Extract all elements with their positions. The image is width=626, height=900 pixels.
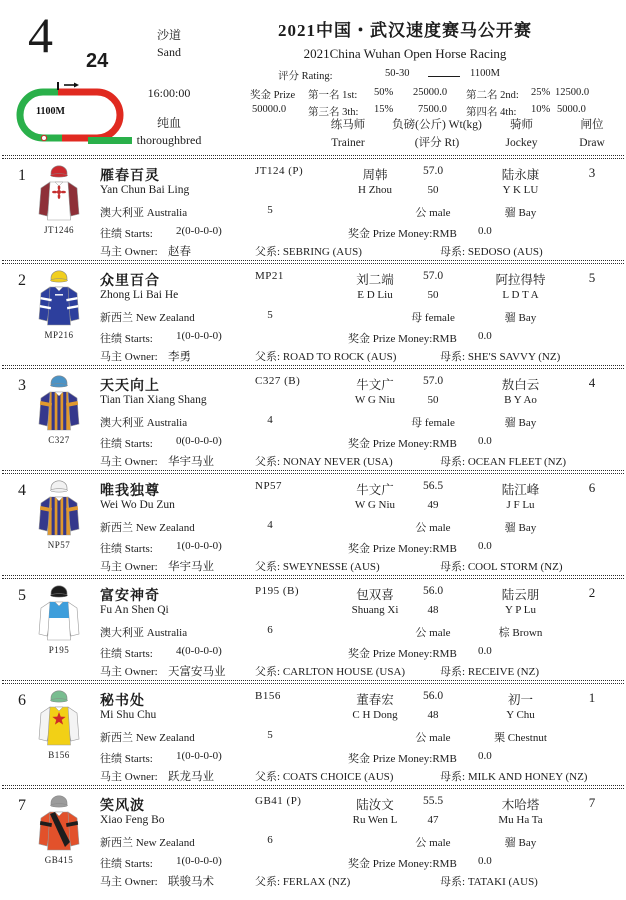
prize-4th-amount: 5000.0 — [557, 104, 586, 115]
rating-label: 评分 Rating: — [278, 71, 333, 82]
jockey-silks-icon — [37, 479, 81, 544]
race-time: 16:00:00 — [147, 86, 191, 100]
sire-label: 父系: — [255, 876, 281, 888]
dam-value: SHE'S SAVVY (NZ) — [467, 351, 561, 363]
weight-value: 55.5 — [422, 795, 444, 807]
prize-money-label: 奖金 Prize Money:RMB — [348, 858, 457, 870]
draw-number: 6 — [588, 480, 596, 495]
horse-sex: 公 male — [415, 837, 451, 849]
coat-color: 骝 Bay — [504, 312, 537, 324]
horse-sex: 公 male — [415, 732, 451, 744]
rating-value: 50 — [427, 394, 439, 406]
jockey-name-cn: 初一 — [507, 693, 533, 707]
dam-line — [440, 558, 563, 574]
jockey-name-en: Y Chu — [506, 709, 535, 721]
horse-name-en: Wei Wo Du Zun — [100, 499, 175, 511]
owner-value: 跃龙马业 — [168, 771, 214, 783]
trainer-name-en: W G Niu — [354, 394, 396, 406]
dam-value: SEDOSO (AUS) — [467, 246, 543, 258]
sire-value: CARLTON HOUSE (USA) — [282, 666, 406, 678]
prize-money-label: 奖金 Prize Money:RMB — [348, 333, 457, 345]
horse-name-cn: 笑风波 — [100, 799, 145, 814]
starts-label: 往绩 Starts: — [100, 648, 153, 660]
column-header-jockey-cn: 骑师 — [510, 119, 533, 131]
jockey-name-cn: 木哈塔 — [501, 798, 540, 812]
column-header-weight-en: (评分 Rt) — [414, 136, 460, 149]
prize-money-value: 0.0 — [478, 750, 492, 762]
jockey-silks-icon — [37, 374, 81, 439]
runner-row — [0, 684, 626, 785]
owner-label: 马主 Owner: — [100, 666, 158, 678]
draw-number: 4 — [588, 375, 596, 390]
registration-code: P195 (B) — [255, 585, 300, 597]
coat-color: 栗 Chestnut — [494, 732, 547, 744]
dam-value: TATAKI (AUS) — [467, 876, 538, 888]
silks-code: MP216 — [44, 330, 74, 340]
jockey-silks-icon — [37, 689, 81, 754]
dam-line — [440, 663, 539, 679]
surface-label — [128, 27, 210, 62]
runner-row — [0, 579, 626, 680]
sire-line — [255, 453, 393, 469]
prize-4th-label: 第四名 4th: — [466, 107, 517, 118]
registration-code: MP21 — [255, 270, 284, 282]
trainer-name-cn: 董春宏 — [356, 693, 394, 707]
jockey-name-cn: 陆云朋 — [501, 588, 540, 602]
horse-age: 5 — [267, 309, 273, 321]
racecard-header — [0, 0, 626, 155]
prize-3rd-label: 第三名 3th: — [308, 107, 359, 118]
horse-name-cn: 天天向上 — [100, 379, 160, 394]
sire-value: FERLAX (NZ) — [282, 876, 351, 888]
prize-money-value: 0.0 — [478, 645, 492, 657]
horse-number: 1 — [18, 167, 26, 184]
prize-label: 奖金 Prize — [250, 90, 296, 101]
jockey-name-en: L D T A — [502, 289, 539, 301]
draw-number: 7 — [588, 795, 596, 810]
horse-sex: 公 male — [415, 207, 451, 219]
column-header-jockey — [484, 117, 559, 153]
runner-list — [0, 155, 626, 890]
sire-line — [255, 873, 350, 889]
starts-label: 往绩 Starts: — [100, 753, 153, 765]
column-header-trainer-en: Trainer — [331, 136, 365, 149]
horse-sex: 母 female — [411, 312, 455, 324]
horse-name-en: Zhong Li Bai He — [100, 289, 179, 301]
race-title — [200, 18, 610, 63]
horse-age: 5 — [267, 204, 273, 216]
weight-value: 56.0 — [422, 585, 444, 597]
registration-code: B156 — [255, 690, 281, 702]
jockey-name-cn: 敖白云 — [501, 378, 540, 392]
silks-code: C327 — [48, 435, 70, 445]
prize-money-value: 0.0 — [478, 435, 492, 447]
runner-row — [0, 474, 626, 575]
starts-value: 1(0-0-0-0) — [176, 540, 222, 552]
trainer-name-en: Ru Wen L — [352, 814, 398, 826]
trainer-name-cn: 陆汝文 — [356, 798, 394, 812]
horse-age: 5 — [267, 729, 273, 741]
owner-label: 马主 Owner: — [100, 456, 158, 468]
rating-value: 50 — [427, 289, 439, 301]
horse-number: 3 — [18, 377, 26, 394]
starts-label: 往绩 Starts: — [100, 543, 153, 555]
weight-value: 56.5 — [422, 480, 444, 492]
jockey-name-en: Y P Lu — [505, 604, 536, 616]
owner-label: 马主 Owner: — [100, 351, 158, 363]
registration-code: JT124 (P) — [255, 165, 304, 177]
column-header-weight-cn: 负磅(公斤) Wt(kg) — [392, 119, 482, 131]
dam-value: OCEAN FLEET (NZ) — [467, 456, 566, 468]
coat-color: 骝 Bay — [504, 837, 537, 849]
weight-value: 56.0 — [422, 690, 444, 702]
draw-number: 5 — [588, 270, 596, 285]
breed-en: thoroughbred — [136, 133, 202, 148]
jockey-name-en: B Y Ao — [504, 394, 537, 406]
trainer-name-cn: 周韩 — [362, 168, 388, 182]
horse-age: 6 — [267, 834, 273, 846]
horse-name-cn: 众里百合 — [100, 274, 160, 289]
race-title-cn: 2021中国・武汉速度赛马公开赛 — [278, 21, 532, 40]
starts-label: 往绩 Starts: — [100, 228, 153, 240]
starts-value: 1(0-0-0-0) — [176, 855, 222, 867]
starts-value: 2(0-0-0-0) — [176, 225, 222, 237]
horse-name-en: Fu An Shen Qi — [100, 604, 169, 616]
dam-line — [440, 348, 560, 364]
horse-name-en: Mi Shu Chu — [100, 709, 157, 721]
prize-money-value: 0.0 — [478, 540, 492, 552]
prize-money-label: 奖金 Prize Money:RMB — [348, 753, 457, 765]
jockey-name-cn: 陆永康 — [501, 168, 540, 182]
owner-label: 马主 Owner: — [100, 246, 158, 258]
horse-number: 6 — [18, 692, 26, 709]
rating-range: 50-30 — [385, 68, 410, 79]
prize-3rd-pct: 15% — [374, 104, 394, 115]
draw-number: 3 — [588, 165, 596, 180]
prize-money-label: 奖金 Prize Money:RMB — [348, 648, 457, 660]
dam-label: 母系: — [440, 666, 466, 678]
sire-label: 父系: — [255, 561, 281, 573]
starts-value: 0(0-0-0-0) — [176, 435, 222, 447]
silks-code: B156 — [48, 750, 70, 760]
dam-label: 母系: — [440, 771, 466, 783]
sire-label: 父系: — [255, 456, 281, 468]
registration-code: GB41 (P) — [255, 795, 302, 807]
owner-value: 李勇 — [168, 351, 191, 363]
sire-line — [255, 243, 362, 259]
sire-value: SEBRING (AUS) — [282, 246, 362, 258]
runner-row — [0, 369, 626, 470]
sire-label: 父系: — [255, 246, 281, 258]
prize-1st-pct: 50% — [374, 87, 394, 98]
prize-2nd-label: 第二名 2nd: — [466, 90, 519, 101]
dam-line — [440, 243, 543, 259]
trainer-name-en: W G Niu — [354, 499, 396, 511]
trainer-name-en: E D Liu — [357, 289, 393, 301]
sire-line — [255, 663, 405, 679]
horse-age: 4 — [267, 414, 273, 426]
prize-2nd-amount: 12500.0 — [555, 87, 590, 98]
trainer-name-cn: 包双喜 — [356, 588, 394, 602]
prize-money-label: 奖金 Prize Money:RMB — [348, 438, 457, 450]
coat-color: 棕 Brown — [498, 627, 543, 639]
dam-label: 母系: — [440, 246, 466, 258]
jockey-name-en: Y K LU — [502, 184, 539, 196]
jockey-name-cn: 阿拉得特 — [495, 273, 546, 287]
jockey-silks-icon — [37, 164, 81, 229]
dam-value: MILK AND HONEY (NZ) — [467, 771, 588, 783]
horse-name-en: Tian Tian Xiang Shang — [100, 394, 207, 406]
prize-3rd-amount: 7500.0 — [418, 104, 447, 115]
breed-cn: 纯血 — [156, 116, 181, 130]
horse-sex: 母 female — [411, 417, 455, 429]
prize-4th-pct: 10% — [531, 104, 551, 115]
starts-value: 1(0-0-0-0) — [176, 750, 222, 762]
owner-value: 华宇马业 — [168, 456, 214, 468]
dam-label: 母系: — [440, 456, 466, 468]
draw-number: 1 — [588, 690, 596, 705]
weight-value: 57.0 — [422, 165, 444, 177]
prize-money-value: 0.0 — [478, 330, 492, 342]
horse-name-cn: 雁春百灵 — [100, 169, 160, 184]
dam-line — [440, 453, 566, 469]
weight-value: 57.0 — [422, 270, 444, 282]
horse-origin: 新西兰 New Zealand — [100, 522, 195, 534]
horse-name-en: Yan Chun Bai Ling — [100, 184, 190, 196]
horse-sex: 公 male — [415, 522, 451, 534]
trainer-name-en: C H Dong — [352, 709, 398, 721]
sire-line — [255, 348, 396, 364]
owner-value: 天富安马业 — [168, 666, 226, 678]
horse-name-cn: 秘书处 — [100, 694, 145, 709]
sire-label: 父系: — [255, 351, 281, 363]
horse-origin: 新西兰 New Zealand — [100, 312, 195, 324]
horse-number: 7 — [18, 797, 26, 814]
silks-code: P195 — [48, 645, 70, 655]
horse-origin: 澳大利亚 Australia — [100, 207, 188, 219]
sire-label: 父系: — [255, 666, 281, 678]
starts-value: 1(0-0-0-0) — [176, 330, 222, 342]
column-header-jockey-en: Jockey — [505, 136, 538, 149]
starts-label: 往绩 Starts: — [100, 438, 153, 450]
sire-value: NONAY NEVER (USA) — [282, 456, 393, 468]
column-header-draw — [566, 117, 618, 153]
horse-origin: 澳大利亚 Australia — [100, 417, 188, 429]
rating-value: 50 — [427, 184, 439, 196]
sire-value: ROAD TO ROCK (AUS) — [282, 351, 397, 363]
dam-value: RECEIVE (NZ) — [467, 666, 539, 678]
jockey-name-en: Mu Ha Ta — [498, 814, 543, 826]
trainer-name-cn: 牛文广 — [356, 378, 394, 392]
svg-text:1100M: 1100M — [36, 106, 65, 117]
column-header-draw-cn: 闸位 — [580, 119, 604, 131]
silks-code: JT1246 — [44, 225, 74, 235]
jockey-name-en: J F Lu — [506, 499, 535, 511]
registration-code: NP57 — [255, 480, 283, 492]
prize-1st-amount: 25000.0 — [413, 87, 448, 98]
jockey-silks-icon — [37, 269, 81, 334]
silks-code: GB415 — [44, 855, 74, 865]
registration-code: C327 (B) — [255, 375, 301, 387]
dam-line — [440, 768, 587, 784]
prize-money-label: 奖金 Prize Money:RMB — [348, 228, 457, 240]
column-header-trainer-cn: 练马师 — [330, 119, 366, 131]
starts-label: 往绩 Starts: — [100, 858, 153, 870]
prize-1st-label: 第一名 1st: — [308, 90, 358, 101]
dam-label: 母系: — [440, 561, 466, 573]
surface-en: Sand — [157, 45, 181, 60]
column-header-weight — [375, 117, 499, 153]
coat-color: 骝 Bay — [504, 522, 537, 534]
sire-label: 父系: — [255, 771, 281, 783]
sire-value: SWEYNESSE (AUS) — [282, 561, 380, 573]
dam-value: COOL STORM (NZ) — [467, 561, 563, 573]
horse-age: 4 — [267, 519, 273, 531]
jockey-name-cn: 陆江峰 — [501, 483, 540, 497]
prize-money-label: 奖金 Prize Money:RMB — [348, 543, 457, 555]
prize-money-value: 0.0 — [478, 225, 492, 237]
coat-color: 骝 Bay — [504, 207, 537, 219]
prize-total: 50000.0 — [252, 104, 287, 115]
rating-value: 49 — [427, 499, 439, 511]
horse-age: 6 — [267, 624, 273, 636]
horse-number: 5 — [18, 587, 26, 604]
horse-origin: 澳大利亚 Australia — [100, 627, 188, 639]
race-title-en: 2021China Wuhan Open Horse Racing — [303, 45, 507, 61]
weight-value: 57.0 — [422, 375, 444, 387]
horse-name-cn: 唯我独尊 — [100, 484, 160, 499]
horse-name-en: Xiao Feng Bo — [100, 814, 165, 826]
runner-row — [0, 159, 626, 260]
horse-origin: 新西兰 New Zealand — [100, 837, 195, 849]
rating-value: 48 — [427, 604, 439, 616]
horse-number: 4 — [18, 482, 26, 499]
starts-value: 4(0-0-0-0) — [176, 645, 222, 657]
dam-label: 母系: — [440, 876, 466, 888]
trainer-name-cn: 刘二端 — [356, 273, 394, 287]
owner-label: 马主 Owner: — [100, 876, 158, 888]
runner-row — [0, 264, 626, 365]
sire-line — [255, 768, 393, 784]
silks-code: NP57 — [47, 540, 71, 550]
race-number: 4 — [28, 7, 53, 63]
draw-number: 2 — [588, 585, 596, 600]
owner-value: 联骏马术 — [168, 876, 214, 888]
breed-label — [110, 115, 228, 150]
runner-row — [0, 789, 626, 890]
race-count: 24 — [86, 50, 109, 72]
jockey-silks-icon — [37, 584, 81, 649]
jockey-silks-icon — [37, 794, 81, 859]
owner-value: 华宇马业 — [168, 561, 214, 573]
surface-cn: 沙道 — [156, 28, 181, 42]
rating-dash — [428, 76, 460, 77]
race-distance: 1100M — [470, 68, 500, 79]
starts-label: 往绩 Starts: — [100, 333, 153, 345]
horse-origin: 新西兰 New Zealand — [100, 732, 195, 744]
owner-label: 马主 Owner: — [100, 561, 158, 573]
horse-number: 2 — [18, 272, 26, 289]
horse-sex: 公 male — [415, 627, 451, 639]
horse-name-cn: 富安神奇 — [100, 589, 160, 604]
prize-2nd-pct: 25% — [531, 87, 551, 98]
sire-value: COATS CHOICE (AUS) — [282, 771, 394, 783]
owner-value: 赵春 — [168, 246, 191, 258]
coat-color: 骝 Bay — [504, 417, 537, 429]
owner-label: 马主 Owner: — [100, 771, 158, 783]
rating-value: 48 — [427, 709, 439, 721]
trainer-name-en: Shuang Xi — [351, 604, 399, 616]
dam-line — [440, 873, 538, 889]
rating-value: 47 — [427, 814, 439, 826]
prize-money-value: 0.0 — [478, 855, 492, 867]
trainer-name-en: H Zhou — [358, 184, 392, 196]
dam-label: 母系: — [440, 351, 466, 363]
trainer-name-cn: 牛文广 — [356, 483, 394, 497]
column-header-draw-en: Draw — [579, 136, 605, 149]
sire-line — [255, 558, 380, 574]
